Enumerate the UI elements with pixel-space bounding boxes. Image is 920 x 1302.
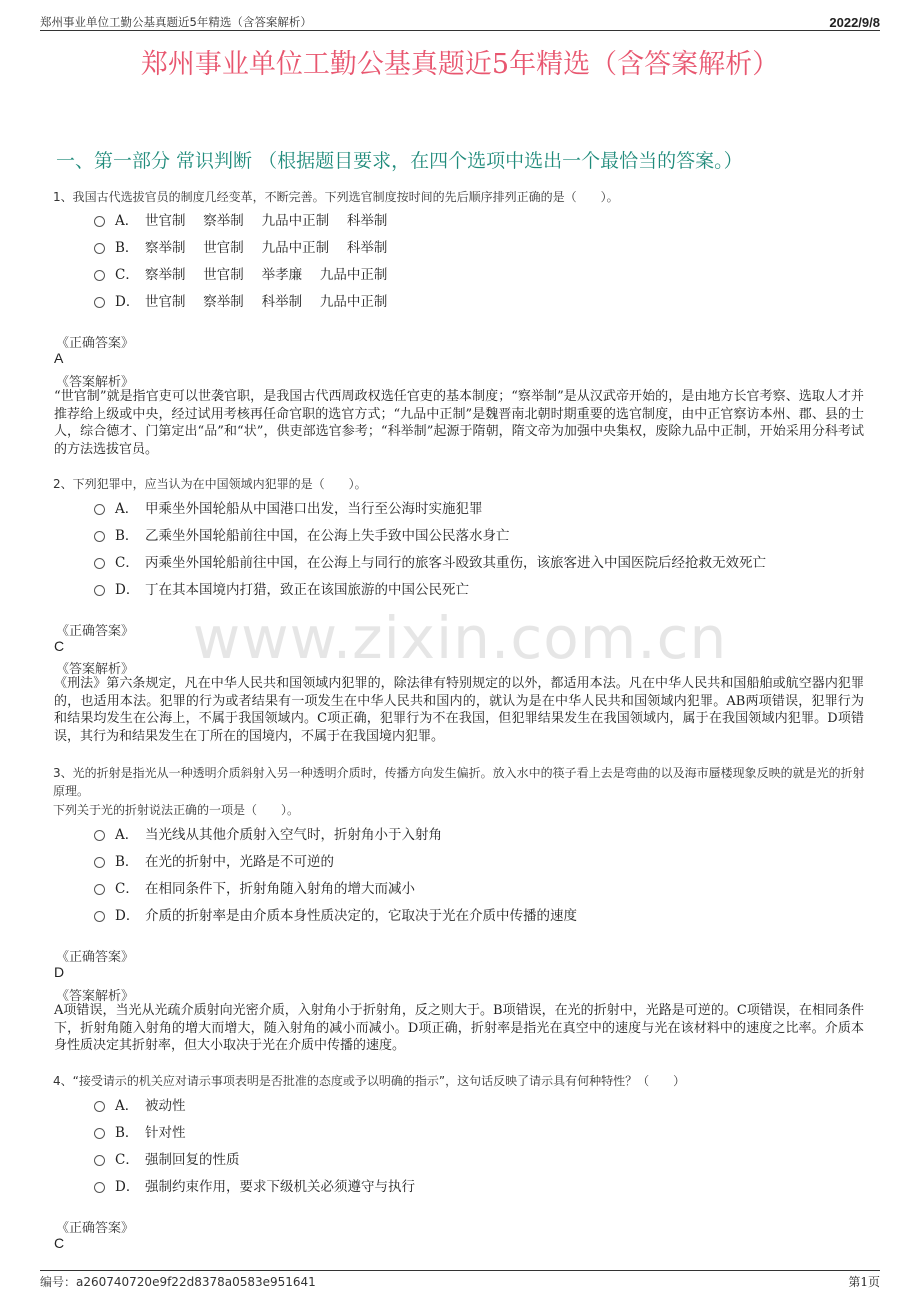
question-2-option-b[interactable]: B． 乙乘坐外国轮船前往中国，在公海上失手致中国公民落水身亡 xyxy=(94,524,510,544)
question-4-stem: 4、“接受请示的机关应对请示事项表明是否批准的态度或予以明确的指示”，这句话反映了请示具有何种特性？（ ） xyxy=(53,1074,686,1088)
question-2-stem: 2、下列犯罪中，应当认为在中国领域内犯罪的是（ ）。 xyxy=(53,477,367,491)
question-2-option-c[interactable]: C． 丙乘坐外国轮船前往中国，在公海上与同行的旅客斗殴致其重伤，该旅客进入中国医院后经抢救无效死亡 xyxy=(94,551,766,571)
footer-doc-id: 编号：a260740720e9f22d8378a0583e951641 xyxy=(40,1275,316,1289)
question-1-option-b[interactable]: B． 察举制 世官制 九品中正制 科举制 xyxy=(94,236,387,256)
radio-icon[interactable] xyxy=(94,243,105,254)
radio-icon[interactable] xyxy=(94,1128,105,1139)
question-3-analysis: A项错误，当光从光疏介质射向光密介质，入射角小于折射角，反之则大于。B项错误，在光的折射中，光路是可逆的。C项错误，在相同条件下，折射角随入射角的增大而增大，随入射角的减小而减小。D项正确，折射率是指光在真空中的速度与光在该材料中的速度之比率。介质本身性质决定其折射率，但大小取决于光在介质中传播的速度。 xyxy=(54,1003,864,1053)
page-header xyxy=(40,10,880,31)
watermark: www.zixin.com.cn xyxy=(192,604,728,672)
question-2-option-a[interactable]: A． 甲乘坐外国轮船从中国港口出发，当行至公海时实施犯罪 xyxy=(94,497,483,517)
question-3-option-c[interactable]: C． 在相同条件下，折射角随入射角的增大而减小 xyxy=(94,877,415,897)
question-2-analysis: 《刑法》第六条规定，凡在中华人民共和国领域内犯罪的，除法律有特别规定的以外，都适用本法。凡在中华人民共和国船舶或航空器内犯罪的，也适用本法。犯罪的行为或者结果有一项发生在中华人民共和国内的，就认为是在中华人民共和国领域内犯罪。AB两项错误，犯罪行为和结果均发生在公海上，不属于我国领域内。C项正确，犯罪行为不在我国，但犯罪结果发生在我国领域内，属于在我国领域内犯罪。D项错误，其行为和结果发生在丁所在的国境内，不属于在我国境内犯罪。 xyxy=(54,676,864,744)
radio-icon[interactable] xyxy=(94,884,105,895)
analysis-label: 《答案解析》 xyxy=(56,662,135,677)
answer-label: 《正确答案》 xyxy=(56,950,135,965)
question-3-option-d[interactable]: D． 介质的折射率是由介质本身性质决定的，它取决于光在介质中传播的速度 xyxy=(94,904,577,924)
answer-label: 《正确答案》 xyxy=(56,1221,135,1236)
question-1-analysis: “世官制”就是指官吏可以世袭官职，是我国古代西周政权选任官吏的基本制度；“察举制”是从汉武帝开始的，是由地方长官考察、选取人才并推荐给上级或中央，经过试用考核再任命官职的选官方式；“九品中正制”是魏晋南北朝时期重要的选官制度，由中正官察访本州、郡、县的士人，综合德才、门第定出“品”和“状”，供吏部选官参考；“科举制”起源于隋朝，隋文帝为加强中央集权，废除九品中正制，开始采用分科考试的方法选拔官员。 xyxy=(54,389,864,457)
header-date: 2022/9/8 xyxy=(829,15,880,30)
question-3-answer: D xyxy=(54,964,65,980)
question-4-option-a[interactable]: A． 被动性 xyxy=(94,1094,186,1114)
page-footer xyxy=(40,1270,880,1290)
question-4-option-c[interactable]: C． 强制回复的性质 xyxy=(94,1148,240,1168)
radio-icon[interactable] xyxy=(94,1182,105,1193)
radio-icon[interactable] xyxy=(94,830,105,841)
radio-icon[interactable] xyxy=(94,857,105,868)
radio-icon[interactable] xyxy=(94,531,105,542)
question-3-option-a[interactable]: A． 当光线从其他介质射入空气时，折射角小于入射角 xyxy=(94,823,442,843)
question-3-stem-prompt: 下列关于光的折射说法正确的一项是（ ）。 xyxy=(53,803,300,817)
question-4-option-d[interactable]: D． 强制约束作用，要求下级机关必须遵守与执行 xyxy=(94,1175,415,1195)
section-heading: 一、第一部分 常识判断 （根据题目要求，在四个选项中选出一个最恰当的答案。） xyxy=(56,150,743,172)
radio-icon[interactable] xyxy=(94,585,105,596)
radio-icon[interactable] xyxy=(94,1155,105,1166)
question-4-option-b[interactable]: B． 针对性 xyxy=(94,1121,186,1141)
question-3-stem: 3、光的折射是指光从一种透明介质斜射入另一种透明介质时，传播方向发生偏折。放入水中的筷子看上去是弯曲的以及海市蜃楼现象反映的就是光的折射原理。 xyxy=(53,766,865,798)
question-4-answer: C xyxy=(54,1235,65,1251)
question-2-answer: C xyxy=(54,638,65,654)
analysis-label: 《答案解析》 xyxy=(56,375,135,390)
analysis-label: 《答案解析》 xyxy=(56,989,135,1004)
question-3-option-b[interactable]: B． 在光的折射中，光路是不可逆的 xyxy=(94,850,334,870)
answer-label: 《正确答案》 xyxy=(56,624,135,639)
radio-icon[interactable] xyxy=(94,911,105,922)
question-1-stem: 1、我国古代选拔官员的制度几经变革，不断完善。下列选官制度按时间的先后顺序排列正确的是（ ）。 xyxy=(53,190,619,204)
question-2-option-d[interactable]: D． 丁在其本国境内打猎，致正在该国旅游的中国公民死亡 xyxy=(94,578,469,598)
question-1-option-a[interactable]: A． 世官制 察举制 九品中正制 科举制 xyxy=(94,209,387,229)
question-1-answer: A xyxy=(54,350,64,366)
answer-label: 《正确答案》 xyxy=(56,336,135,351)
radio-icon[interactable] xyxy=(94,216,105,227)
header-doc-title: 郑州事业单位工勤公基真题近5年精选（含答案解析） xyxy=(40,15,312,29)
document-title: 郑州事业单位工勤公基真题近5年精选（含答案解析） xyxy=(140,49,780,80)
footer-page-number: 第1页 xyxy=(848,1275,880,1289)
radio-icon[interactable] xyxy=(94,297,105,308)
question-1-option-c[interactable]: C． 察举制 世官制 举孝廉 九品中正制 xyxy=(94,263,387,283)
radio-icon[interactable] xyxy=(94,270,105,281)
radio-icon[interactable] xyxy=(94,504,105,515)
question-1-option-d[interactable]: D． 世官制 察举制 科举制 九品中正制 xyxy=(94,290,387,310)
radio-icon[interactable] xyxy=(94,1101,105,1112)
radio-icon[interactable] xyxy=(94,558,105,569)
